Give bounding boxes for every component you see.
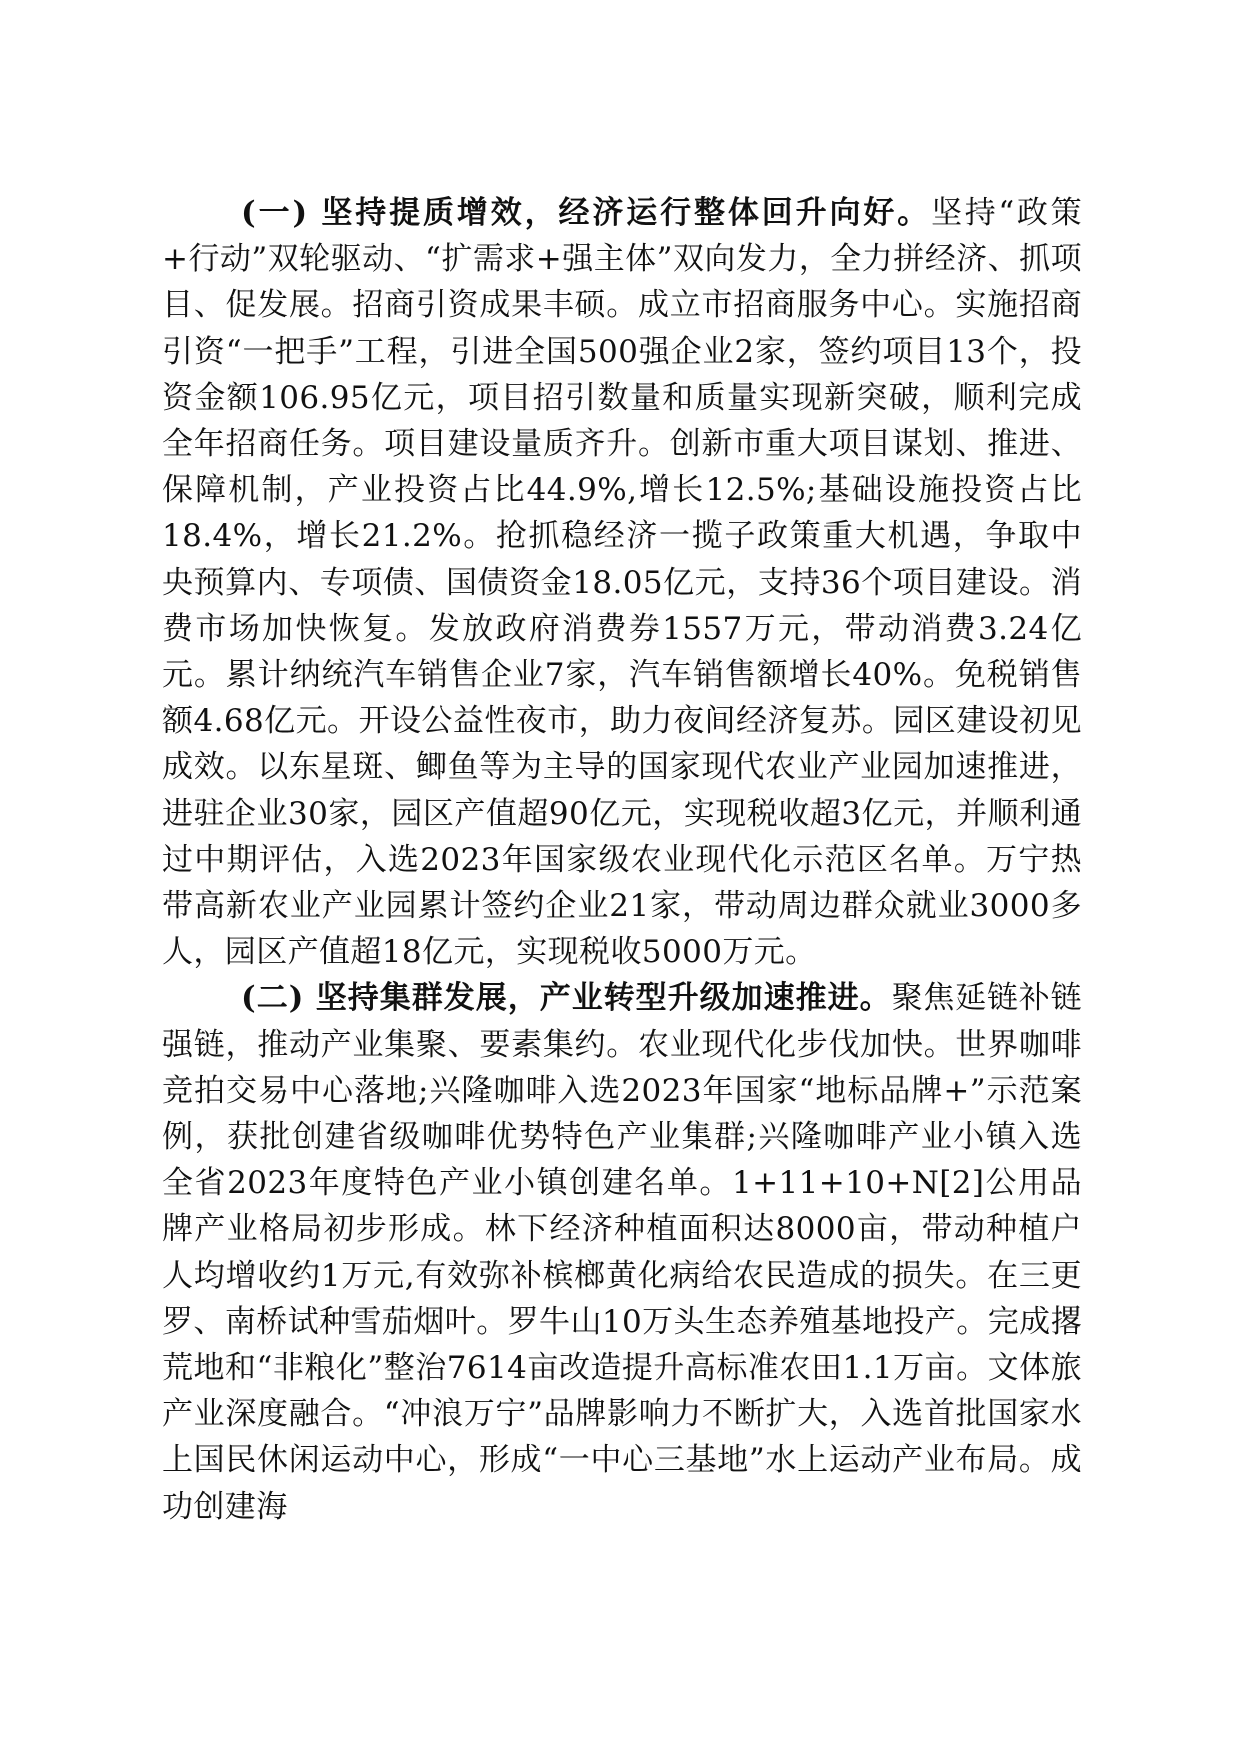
section-paragraph-1 — [162, 190, 1082, 975]
section-body-2: 聚焦延链补链强链，推动产业集聚、要素集约。农业现代化步伐加快。世界咖啡竞拍交易中心落地;兴隆咖啡入选2023年国家“地标品牌+”示范案例，获批创建省级咖啡优势特色产业集群;兴隆咖啡产业小镇入选全省2023年度特色产业小镇创建名单。1+11+10+N[2]公用品牌产业格局初步形成。林下经济种植面积达8000亩，带动种植户人均增收约1万元,有效弥补槟榔黄化病给农民造成的损失。在三更罗、南桥试种雪茄烟叶。罗牛山10万头生态养殖基地投产。完成撂荒地和“非粮化”整治7614亩改造提升高标准农田1.1万亩。文体旅产业深度融合。“冲浪万宁”品牌影响力不断扩大，入选首批国家水上国民休闲运动中心，形成“一中心三基地”水上运动产业布局。成功创建海 — [162, 980, 1083, 1525]
document-page — [162, 190, 1082, 1530]
section-paragraph-2 — [162, 975, 1082, 1529]
section-heading-2: (二) 坚持集群发展，产业转型升级加速推进。 — [241, 980, 892, 1017]
section-heading-1: (一) 坚持提质增效，经济运行整体回升向好。 — [241, 195, 932, 231]
section-body-1: 坚持“政策+行动”双轮驱动、“扩需求+强主体”双向发力，全力拼经济、抓项目、促发展。招商引资成果丰硕。成立市招商服务中心。实施招商引资“一把手”工程，引进全国500强企业2家，签约项目13个，投资金额106.95亿元，项目招引数量和质量实现新突破，顺利完成全年招商任务。项目建设量质齐升。创新市重大项目谋划、推进、保障机制，产业投资占比44.9%,增长12.5%;基础设施投资占比18.4%，增长21.2%。抢抓稳经济一揽子政策重大机遇，争取中央预算内、专项债、国债资金18.05亿元，支持36个项目建设。消费市场加快恢复。发放政府消费券1557万元，带动消费3.24亿元。累计纳统汽车销售企业7家，汽车销售额增长40%。免税销售额4.68亿元。开设公益性夜市，助力夜间经济复苏。园区建设初见成效。以东星斑、鲫鱼等为主导的国家现代农业产业园加速推进，进驻企业30家，园区产值超90亿元，实现税收超3亿元，并顺利通过中期评估，入选2023年国家级农业现代化示范区名单。万宁热带高新农业产业园累计签约企业21家，带动周边群众就业3000多人，园区产值超18亿元，实现税收5000万元。 — [162, 195, 1082, 971]
